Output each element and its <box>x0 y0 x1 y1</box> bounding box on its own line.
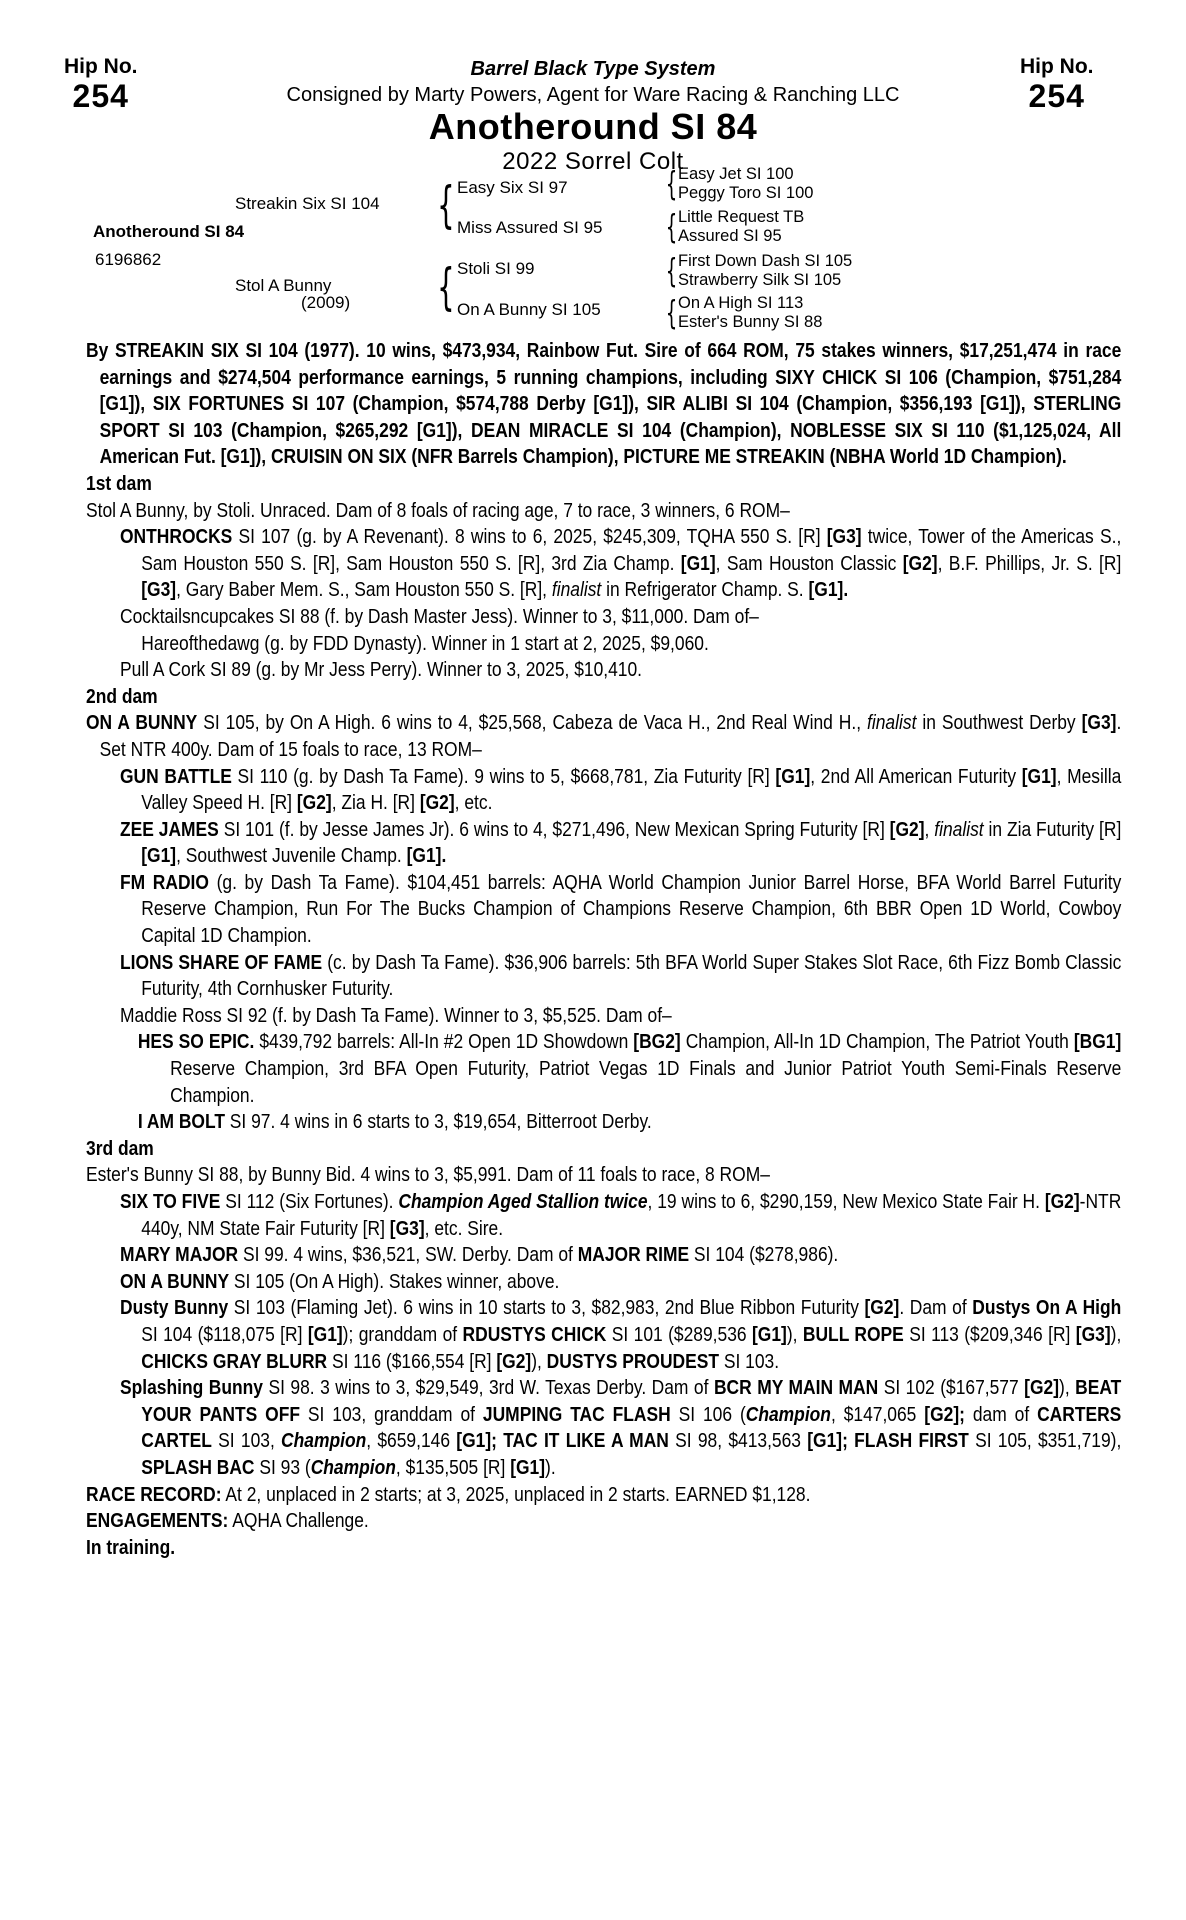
text-segment: [G2] <box>902 551 938 575</box>
text-segment: . Set NTR 400y. Dam of 15 foals to race, 13 ROM– <box>99 711 1122 761</box>
body-paragraph <box>86 764 1121 817</box>
text-segment: Maddie Ross SI 92 (f. by Dash Ta Fame). Winner to 3, $5,525. Dam of– <box>120 1003 672 1027</box>
pedigree-brace-icon <box>666 167 678 200</box>
body-paragraph <box>86 1029 1121 1109</box>
text-segment: finalist <box>551 578 602 602</box>
text-segment: [G1] <box>307 1322 343 1346</box>
text-segment: [G1] <box>141 844 177 868</box>
text-segment: in Refrigerator Champ. S. <box>601 578 809 602</box>
text-segment: [G1] <box>775 764 811 788</box>
text-segment: [G3] <box>1075 1322 1111 1346</box>
text-segment: ). <box>545 1455 556 1479</box>
text-segment: GUN BATTLE <box>120 764 232 788</box>
text-segment: Champion <box>281 1429 367 1453</box>
text-segment: , Gary Baber Mem. S., Sam Houston 550 S. [R], <box>176 578 552 602</box>
text-segment: ), <box>531 1349 547 1373</box>
hip-label: Hip No. <box>1020 55 1094 78</box>
text-segment: SI 103. <box>719 1349 780 1373</box>
text-segment: SI 116 ($166,554 [R] <box>327 1349 497 1373</box>
text-segment: [G2] <box>1044 1190 1080 1213</box>
text-segment: [BG1] <box>1073 1030 1122 1054</box>
text-segment: Hareofthedawg (g. by FDD Dynasty). Winner in 1 start at 2, 2025, $9,060. <box>141 631 709 655</box>
text-segment: Pull A Cork SI 89 (g. by Mr Jess Perry). Winner to 3, 2025, $10,410. <box>120 658 643 682</box>
text-segment: [G2]; <box>924 1402 965 1426</box>
text-segment: , Mesilla Valley Speed H. [R] <box>141 764 1122 815</box>
text-segment: Dustys On A High <box>972 1296 1122 1320</box>
body-paragraph <box>86 604 1121 631</box>
text-segment: [G1]. <box>808 578 849 602</box>
pedigree-subject-name: Anotheround SI 84 <box>93 222 245 241</box>
text-segment: [G1] <box>751 1322 787 1346</box>
body-paragraph <box>86 1242 1121 1269</box>
body-paragraph <box>86 1162 1121 1189</box>
text-segment: FLASH FIRST <box>854 1429 969 1453</box>
text-segment: MAJOR RIME <box>577 1243 690 1267</box>
text-segment: , etc. <box>454 791 493 815</box>
text-segment: SI 105, by On A High. 6 wins to 4, $25,568, Cabeza de Vaca H., 2nd Real Wind H., <box>197 711 868 735</box>
great-grandparent-name: First Down Dash SI 105 <box>678 252 853 270</box>
text-segment: CARTERS CARTEL <box>141 1402 1122 1453</box>
text-segment: . Dam of <box>899 1296 973 1320</box>
text-segment: AQHA Challenge. <box>228 1509 369 1533</box>
text-segment: SI 102 ($167,577 <box>878 1376 1025 1400</box>
text-segment: SI 93 ( <box>254 1455 311 1479</box>
text-segment: (g. by Dash Ta Fame). $104,451 barrels: AQHA World Champion Junior Barrel Horse, BFA World Barrel Futurity Reserve Champion, Run For The Bucks Champion of Champions Reserve Champion, 6th BBR Open 1D World, Cowboy Capital 1D Champion. <box>141 870 1122 948</box>
text-segment: [BG2] <box>633 1030 681 1054</box>
text-segment: Ester's Bunny SI 88, by Bunny Bid. 4 wins to 3, $5,991. Dam of 11 foals to race, 8 ROM– <box>86 1163 770 1187</box>
text-segment: [G1]; <box>456 1429 497 1453</box>
grandparent-name: Stoli SI 99 <box>457 259 535 278</box>
text-segment: [G1]. <box>406 844 447 868</box>
text-segment: SI 98. 3 wins to 3, $29,549, 3rd W. Texas Derby. Dam of <box>262 1376 714 1400</box>
text-segment: BCR MY MAIN MAN <box>713 1376 879 1400</box>
text-segment: [G2] <box>496 1349 532 1373</box>
text-segment: Stol A Bunny, by Stoli. Unraced. Dam of 8 foals of racing age, 7 to race, 3 winners, 6 ROM– <box>86 498 790 522</box>
section-heading <box>86 684 1121 711</box>
text-segment: SI 103, granddam of <box>300 1402 483 1426</box>
text-segment: ), <box>1110 1322 1122 1346</box>
text-segment: At 2, unplaced in 2 starts; at 3, 2025, unplaced in 2 starts. EARNED $1,128. <box>221 1482 811 1506</box>
body-paragraph <box>86 817 1121 870</box>
body-paragraph <box>86 870 1121 950</box>
text-segment: SI 101 ($289,536 <box>606 1322 752 1346</box>
text-segment: SI 104 ($278,986). <box>689 1243 839 1267</box>
text-segment: (c. by Dash Ta Fame). $36,906 barrels: 5th BFA World Super Stakes Slot Race, 6th Fizz Bomb Classic Futurity, 4th Cornhusker Futurity. <box>141 950 1122 1001</box>
body-paragraph <box>86 1482 1121 1509</box>
consignor-line: Consigned by Marty Powers, Agent for Ware Racing & Ranching LLC <box>286 84 900 106</box>
catalog-body-text <box>86 338 1121 1561</box>
section-heading <box>86 1136 1121 1163</box>
great-grandparent-name: Peggy Toro SI 100 <box>678 184 814 202</box>
text-segment: ), <box>1059 1376 1076 1400</box>
text-segment: ON A BUNNY <box>120 1269 230 1293</box>
text-segment: [G2] <box>296 791 332 815</box>
text-segment: Champion <box>310 1455 396 1479</box>
text-segment: Champion Aged Stallion twice <box>398 1190 648 1213</box>
sire-name: Streakin Six SI 104 <box>235 194 380 213</box>
text-segment: SI 106 ( <box>670 1402 746 1426</box>
text-segment: ON A BUNNY <box>86 711 198 735</box>
text-segment: [G3] <box>389 1216 425 1240</box>
body-paragraph <box>86 1189 1121 1242</box>
text-segment: ), <box>786 1322 803 1346</box>
text-segment: Dusty Bunny <box>120 1296 229 1320</box>
text-segment: ZEE JAMES <box>120 817 219 841</box>
text-segment: SI 110 (g. by Dash Ta Fame). 9 wins to 5, $668,781, Zia Futurity [R] <box>231 764 776 788</box>
text-segment: RDUSTYS CHICK <box>462 1322 607 1346</box>
text-segment: ENGAGEMENTS: <box>86 1509 229 1533</box>
text-segment: , etc. Sire. <box>424 1216 504 1240</box>
text-segment: SPLASH BAC <box>141 1455 255 1479</box>
text-segment: By STREAKIN SIX SI 104 (1977). 10 wins, $473,934, Rainbow Fut. Sire of 664 ROM, 75 stakes winners, $17,251,474 in race earnings and $274,504 performance earnings, 5 running champions, including SIXY CHICK SI 106 (Champion, $751,284 [G1]), SIX FORTUNES SI 107 (Champion, $574,788 Derby [G1]), SIR ALIBI SI 104 (Champion, $356,193 [G1]), STERLING SPORT SI 103 (Champion, $265,292 [G1]), DEAN MIRACLE SI 104 (Champion), NOBLESSE SIX SI 110 ($1,125,024, All American Fut. [G1]), CRUISIN ON SIX (NFR Barrels Champion), PICTURE ME STREAKIN (NBHA World 1D Champion). <box>86 339 1122 469</box>
text-segment: Champion, All-In 1D Champion, The Patriot Youth <box>680 1030 1074 1054</box>
text-segment: RACE RECORD: <box>86 1482 222 1506</box>
text-segment: [G2] <box>419 791 455 815</box>
text-segment: SI 107 (g. by A Revenant). 8 wins to 6, 2025, $245,309, TQHA 550 S. [R] <box>232 525 827 549</box>
hip-number: 254 <box>72 78 129 114</box>
text-segment: [G1] <box>1021 764 1057 788</box>
registration-number: 6196862 <box>95 250 162 269</box>
text-segment: SI 104 ($118,075 [R] <box>141 1322 308 1346</box>
text-segment: , <box>924 817 935 841</box>
text-segment: I AM BOLT <box>137 1110 225 1134</box>
text-segment: Reserve Champion, 3rd BFA Open Futurity, Patriot Vegas 1D Finals and Junior Patriot Youth Semi-Finals Reserve Champion. <box>170 1057 1122 1107</box>
dam-foaling-year: (2009) <box>301 293 351 312</box>
catalog-system-title: Barrel Black Type System <box>470 58 716 80</box>
text-segment: ONTHROCKS <box>120 525 233 549</box>
text-segment: , Zia H. [R] <box>331 791 420 815</box>
text-segment: [G1] <box>510 1455 546 1479</box>
text-segment: [G3] <box>141 578 177 602</box>
text-segment: HES SO EPIC. <box>137 1030 255 1054</box>
great-grandparent-name: Ester's Bunny SI 88 <box>678 313 823 331</box>
body-paragraph <box>86 1375 1121 1481</box>
text-segment: SI 113 ($209,346 [R] <box>903 1322 1076 1346</box>
text-segment: In training. <box>86 1535 176 1559</box>
grandparent-name: On A Bunny SI 105 <box>457 300 601 319</box>
text-segment: twice, Tower of the Americas S., Sam Houston 550 S. [R], Sam Houston 550 S. [R], 3rd Zia Champ. <box>141 525 1122 575</box>
text-segment: , $659,146 <box>366 1429 457 1453</box>
text-segment: in Zia Futurity [R] <box>983 817 1122 841</box>
body-paragraph <box>86 1003 1121 1030</box>
great-grandparent-name: Easy Jet SI 100 <box>678 165 794 183</box>
text-segment: Champion <box>745 1402 831 1426</box>
text-segment: , $147,065 <box>830 1402 925 1426</box>
text-segment: DUSTYS PROUDEST <box>546 1349 720 1373</box>
text-segment: 1st dam <box>86 471 152 495</box>
body-paragraph <box>86 1535 1121 1562</box>
pedigree-brace-icon <box>437 180 454 230</box>
great-grandparent-name: Strawberry Silk SI 105 <box>678 271 842 289</box>
body-paragraph <box>86 631 1121 658</box>
text-segment: CHICKS GRAY BLURR <box>141 1349 328 1373</box>
great-grandparent-name: On A High SI 113 <box>678 294 804 312</box>
grandparent-name: Miss Assured SI 95 <box>457 218 603 237</box>
text-segment: SI 112 (Six Fortunes). <box>220 1190 399 1213</box>
body-paragraph <box>86 524 1121 604</box>
text-segment: SI 97. 4 wins in 6 starts to 3, $19,654, Bitterroot Derby. <box>224 1110 652 1134</box>
body-paragraph <box>86 1295 1121 1375</box>
text-segment: BULL ROPE <box>802 1322 904 1346</box>
text-segment: SI 103 (Flaming Jet). 6 wins in 10 starts to 3, $82,983, 2nd Blue Ribbon Futurity <box>228 1296 865 1320</box>
great-grandparent-name: Assured SI 95 <box>678 227 782 245</box>
text-segment: FM RADIO <box>120 870 209 894</box>
text-segment: Cocktailsncupcakes SI 88 (f. by Dash Master Jess). Winner to 3, $11,000. Dam of– <box>120 604 759 628</box>
dam-name: Stol A Bunny <box>235 276 332 295</box>
foal-description: 2022 Sorrel Colt <box>502 148 684 175</box>
text-segment: ); granddam of <box>342 1322 463 1346</box>
text-segment: [G2] <box>864 1296 900 1320</box>
pedigree-brace-icon <box>437 262 454 312</box>
pedigree-brace-icon <box>666 296 678 329</box>
body-paragraph <box>86 338 1121 471</box>
great-grandparent-name: Little Request TB <box>678 208 805 226</box>
text-segment: TAC IT LIKE A MAN <box>503 1429 669 1453</box>
hip-number: 254 <box>1028 78 1085 114</box>
text-segment: SIX TO FIVE <box>120 1190 221 1213</box>
text-segment: SI 101 (f. by Jesse James Jr). 6 wins to 4, $271,496, New Mexican Spring Futurity [R] <box>218 817 890 841</box>
body-paragraph <box>86 950 1121 1003</box>
text-segment: finalist <box>934 817 984 841</box>
body-paragraph <box>86 1508 1121 1535</box>
hip-label: Hip No. <box>64 55 138 78</box>
text-segment: LIONS SHARE OF FAME <box>120 950 323 974</box>
text-segment: [G1] <box>680 551 716 575</box>
body-paragraph <box>86 498 1121 525</box>
horse-name-title: Anotheround SI 84 <box>428 106 758 147</box>
text-segment: 2nd dam <box>86 684 158 708</box>
text-segment: SI 103, <box>211 1429 282 1453</box>
text-segment: [G2] <box>1024 1376 1060 1400</box>
pedigree-chart <box>0 0 1186 340</box>
text-segment: SI 99. 4 wins, $36,521, SW. Derby. Dam of <box>238 1243 578 1267</box>
grandparent-name: Easy Six SI 97 <box>457 178 568 197</box>
text-segment: $439,792 barrels: All-In #2 Open 1D Showdown <box>254 1030 634 1054</box>
body-paragraph <box>86 1269 1121 1296</box>
text-segment: , Southwest Juvenile Champ. <box>176 844 407 868</box>
text-segment: , 19 wins to 6, $290,159, New Mexico State Fair H. <box>647 1190 1045 1213</box>
pedigree-brace-icon <box>666 254 678 287</box>
text-segment: SI 105, $351,719), <box>968 1429 1122 1453</box>
section-heading <box>86 471 1121 498</box>
body-paragraph <box>86 657 1121 684</box>
text-segment: [G2] <box>889 817 925 841</box>
text-segment: SI 105 (On A High). Stakes winner, above. <box>229 1269 560 1293</box>
text-segment: BEAT YOUR PANTS OFF <box>141 1376 1122 1426</box>
text-segment: [G1]; <box>807 1429 848 1453</box>
text-segment: Splashing Bunny <box>120 1376 263 1400</box>
text-segment: in Southwest Derby <box>916 711 1082 735</box>
text-segment: , Sam Houston Classic <box>715 551 903 575</box>
text-segment: , $135,505 [R] <box>395 1455 511 1479</box>
text-segment: , 2nd All American Futurity <box>810 764 1022 788</box>
text-segment: JUMPING TAC FLASH <box>482 1402 671 1426</box>
text-segment: , B.F. Phillips, Jr. S. [R] <box>937 551 1122 575</box>
text-segment: MARY MAJOR <box>120 1243 239 1267</box>
body-paragraph <box>86 1109 1121 1136</box>
text-segment: -NTR 440y, NM State Fair Futurity [R] <box>141 1190 1122 1240</box>
text-segment: dam of <box>964 1402 1038 1426</box>
text-segment: [G3] <box>1081 711 1117 735</box>
text-segment: SI 98, $413,563 <box>668 1429 808 1453</box>
text-segment: finalist <box>867 711 917 735</box>
pedigree-brace-icon <box>666 210 678 243</box>
text-segment: [G3] <box>826 525 862 549</box>
text-segment: 3rd dam <box>86 1136 154 1160</box>
body-paragraph <box>86 710 1121 763</box>
